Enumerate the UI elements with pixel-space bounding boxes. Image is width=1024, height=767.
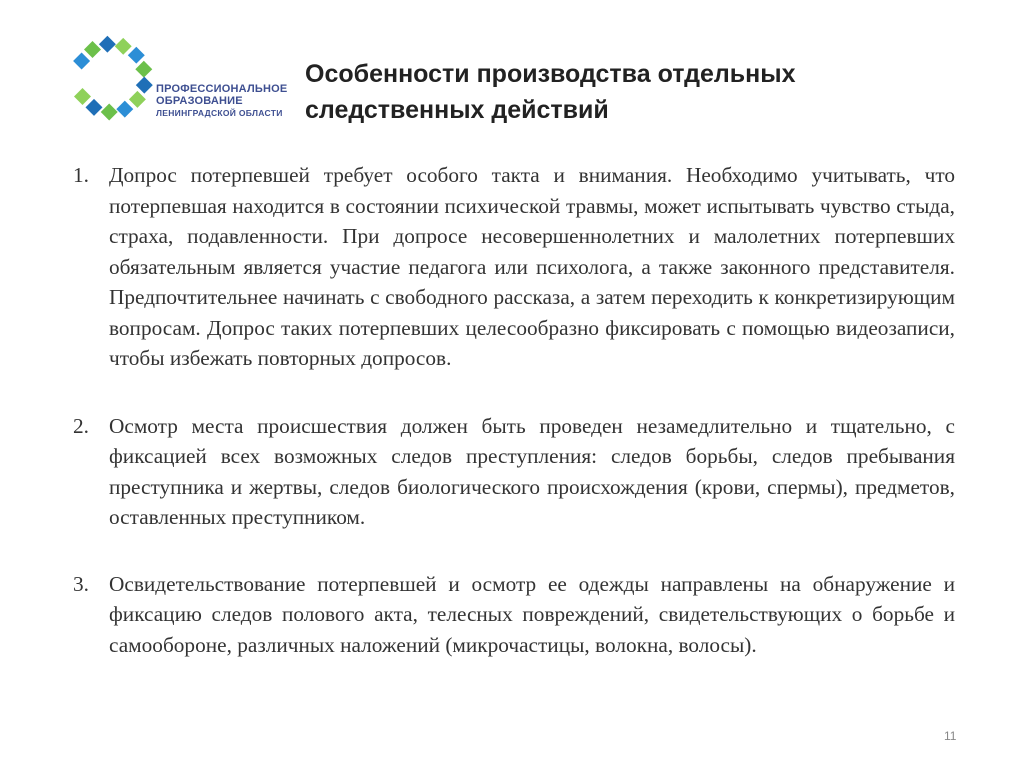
logo-emblem-icon [66,28,156,128]
logo-line-2: ОБРАЗОВАНИЕ [156,95,243,107]
logo-petal [74,88,91,105]
logo-line-3: ЛЕНИНГРАДСКОЙ ОБЛАСТИ [156,108,283,118]
logo-text [156,83,287,119]
page-title: Особенности производства отдельных следственных действий [305,60,796,124]
content-list [73,160,955,660]
logo-petal [99,36,116,53]
page-number: 11 [944,729,957,743]
item-text: Освидетельствование потерпевшей и осмотр ее одежды направлены на обнаружение и фиксацию следов полового акта, телесных повреждений, свидетельствующих о борьбе и самообороне, различных наложений (микрочастицы, волокна, волосы). [109,571,955,657]
list-item [73,411,955,533]
logo-petal [135,61,152,78]
logo-petal [115,38,132,55]
logo-petal [136,77,153,94]
item-text: Осмотр места происшествия должен быть проведен незамедлительно и тщательно, с фиксацией всех возможных следов преступления: следов борьбы, следов пребывания преступника и жертвы, следов биологического происхождения (крови, спермы), предметов, оставленных преступником. [109,413,955,529]
item-number: 2. [73,413,89,438]
logo [66,28,288,128]
list-item [73,569,955,661]
item-number: 3. [73,571,89,596]
logo-line-1: ПРОФЕССИОНАЛЬНОЕ [156,83,288,95]
list-item [73,160,955,374]
item-text: Допрос потерпевшей требует особого такта и внимания. Необходимо учитывать, что потерпевшая находится в состоянии психической травмы, может испытывать чувство стыда, страха, подавленности. При допросе несовершеннолетних и малолетних потерпевших обязательным является участие педагога или психолога, а также законного представителя. Предпочтительнее начинать с свободного рассказа, а затем переходить к конкретизирующим вопросам. Допрос таких потерпевших целесообразно фиксировать с помощью видеозаписи, чтобы избежать повторных допросов. [109,163,955,370]
logo-petal [101,104,118,121]
logo-petal [128,47,145,64]
logo-petal [129,91,146,108]
item-number: 1. [73,163,89,187]
logo-petal [116,101,133,118]
logo-petal [86,99,103,116]
logo-petal [84,41,101,58]
logo-petal [73,53,90,70]
